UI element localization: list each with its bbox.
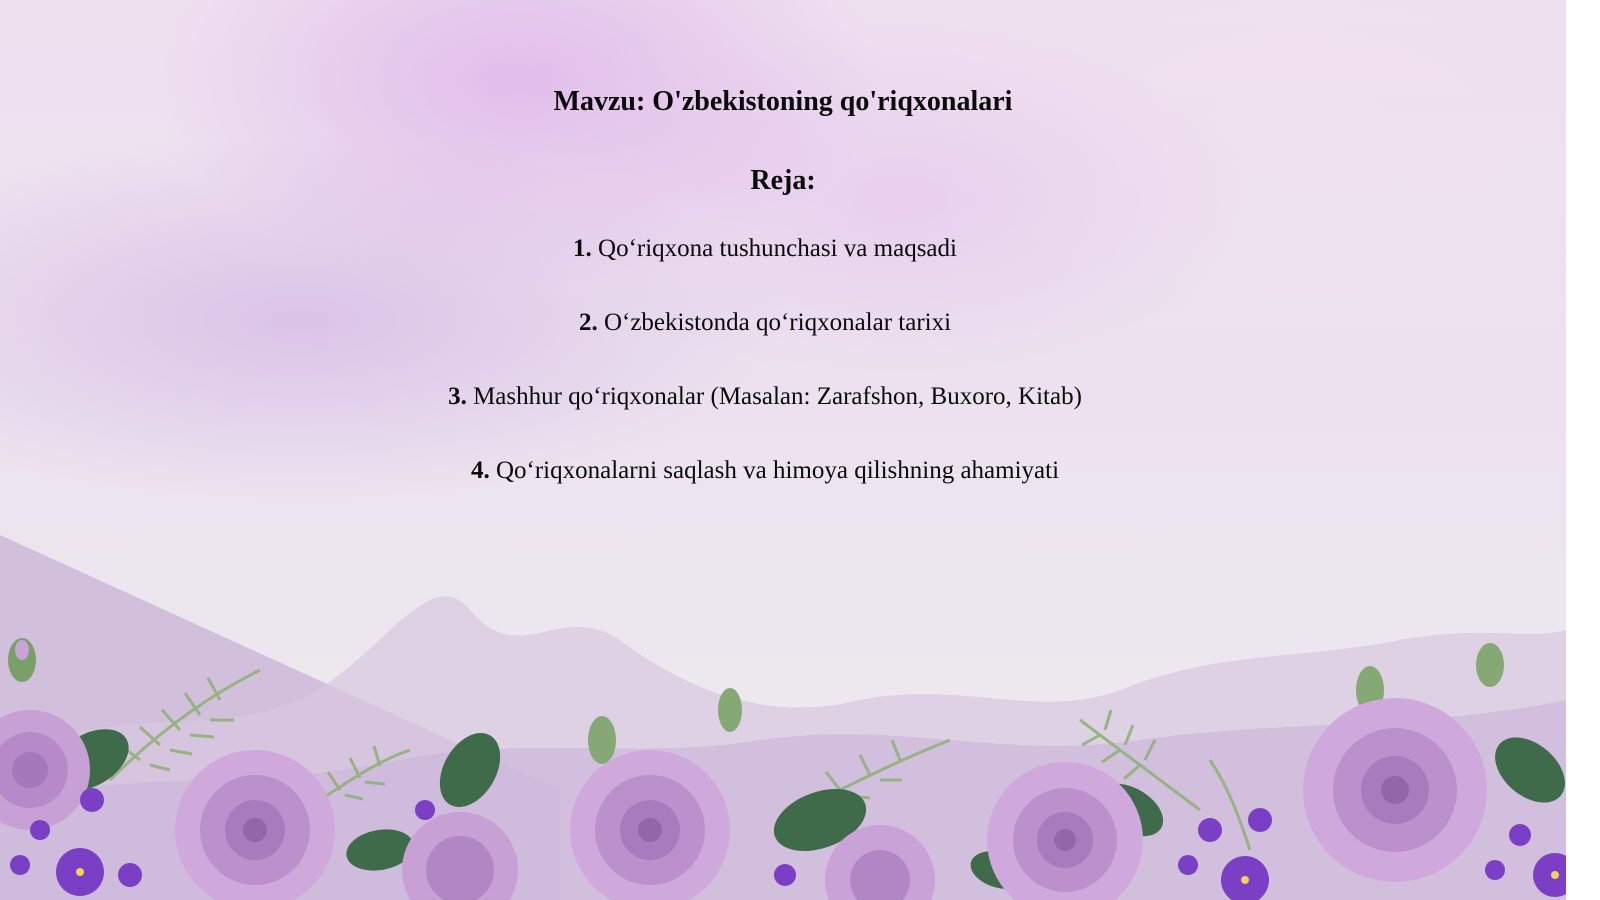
plan-item-number: 1. [573,235,592,262]
plan-item-number: 2. [578,309,598,336]
plan-item-4 [0,454,1530,528]
right-margin-strip [1566,0,1600,900]
plan-list [0,232,1530,528]
plan-item-text: Mashhur qo‘riqxonalar (Masalan: Zarafshon, Buxoro, Kitab) [466,383,1082,410]
plan-heading: Reja: [750,165,816,196]
plan-item-number: 3. [448,383,467,410]
plan-item-2 [0,306,1530,380]
plan-item-3 [0,380,1530,454]
plan-item-number: 4. [470,457,490,484]
plan-item-text: Qo‘riqxona tushunchasi va maqsadi [591,235,957,262]
plan-item-text: O‘zbekistonda qo‘riqxonalar tarixi [597,309,952,336]
slide-title: Mavzu: O'zbekistoning qo'riqxonalari [553,86,1013,117]
plan-item-1 [0,232,1530,306]
plan-item-text: Qo‘riqxonalarni saqlash va himoya qilishning ahamiyati [489,457,1060,484]
